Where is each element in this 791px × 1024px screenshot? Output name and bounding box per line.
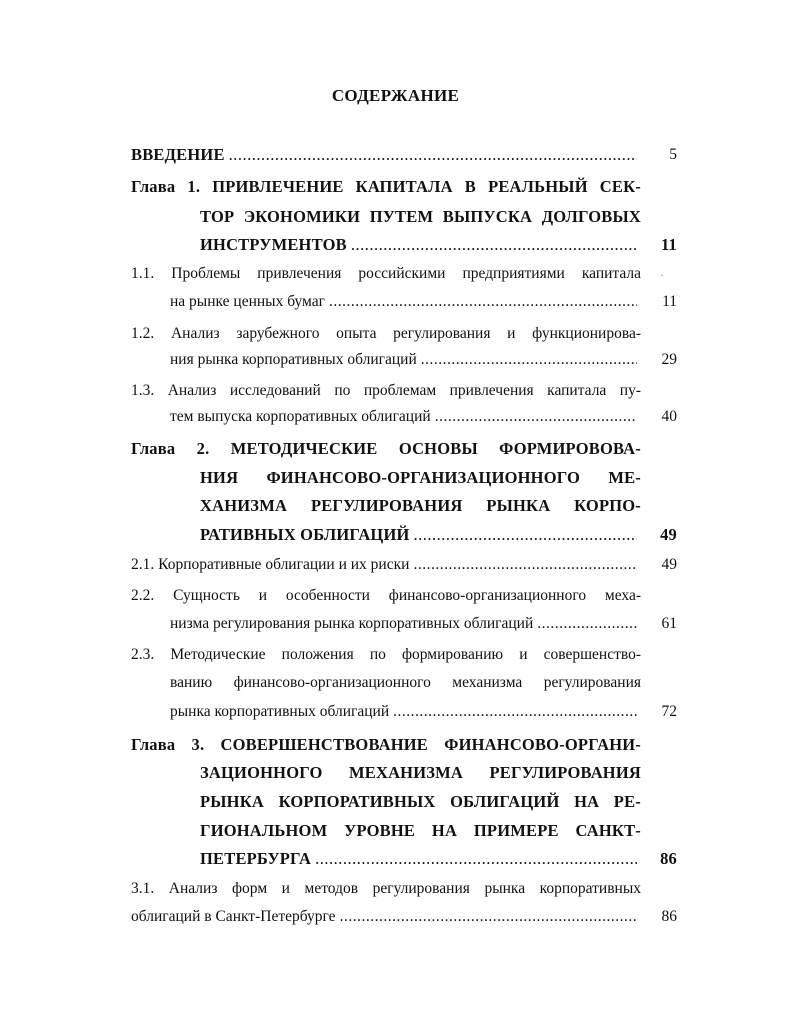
entry-line: РЫНКА КОРПОРАТИВНЫХ ОБЛИГАЦИЙ НА РЕ- [200, 792, 641, 811]
entry-line: ванию финансово-организационного механизма регулирования [170, 674, 641, 691]
dot-leader [229, 143, 637, 167]
entry-line: ния рынка корпоративных облигаций [170, 351, 417, 368]
entry-line: 2.2. Сущность и особенности финансово-организационного меха- [131, 587, 641, 604]
entry-line: Глава 3. СОВЕРШЕНСТВОВАНИЕ ФИНАНСОВО-ОРГАНИ- [131, 735, 641, 754]
entry-line: рынка корпоративных облигаций [170, 703, 390, 720]
page-number: 5 [669, 146, 677, 163]
dot-leader [414, 523, 637, 547]
entry-line: 3.1. Анализ форм и методов регулирования рынка корпоративных [131, 880, 641, 897]
entry-line: ГИОНАЛЬНОМ УРОВНЕ НА ПРИМЕРЕ САНКТ- [200, 821, 641, 840]
entry-line: 1.3. Анализ исследований по проблемам привлечения капитала пу- [131, 382, 641, 399]
entry-line: ТОР ЭКОНОМИКИ ПУТЕМ ВЫПУСКА ДОЛГОВЫХ [200, 207, 641, 226]
dot-leader [315, 847, 637, 871]
entry-line: 2.3. Методические положения по формированию и совершенство- [131, 646, 641, 663]
dot-leader [435, 405, 637, 429]
entry-line: ЗАЦИОННОГО МЕХАНИЗМА РЕГУЛИРОВАНИЯ [200, 763, 641, 782]
entry-line: Глава 1. ПРИВЛЕЧЕНИЕ КАПИТАЛА В РЕАЛЬНЫЙ СЕК- [131, 177, 641, 196]
entry-line: 1.2. Анализ зарубежного опыта регулирования и функционирова- [131, 325, 641, 342]
entry-line: ИНСТРУМЕНТОВ [200, 235, 347, 254]
page-number: 49 [660, 525, 677, 544]
scan-speck: · [660, 268, 664, 282]
entry-line: Глава 2. МЕТОДИЧЕСКИЕ ОСНОВЫ ФОРМИРОВОВА- [131, 439, 641, 458]
dot-leader [393, 700, 637, 724]
page-number: 61 [661, 615, 677, 632]
entry-line: тем выпуска корпоративных облигаций [170, 408, 431, 425]
page-number: 29 [661, 351, 677, 368]
page-number: 11 [662, 293, 677, 310]
page-title: СОДЕРЖАНИЕ [331, 86, 460, 105]
page-number: 49 [661, 556, 677, 573]
entry-label: ВВЕДЕНИЕ [131, 145, 225, 164]
entry-line: низма регулирования рынка корпоративных облигаций [170, 615, 534, 632]
dot-leader [340, 905, 637, 929]
entry-line: 1.1. Проблемы привлечения российскими предприятиями капитала [131, 265, 641, 282]
entry-line: 2.1. Корпоративные облигации и их риски [131, 556, 410, 573]
dot-leader [329, 290, 637, 314]
entry-line: ПЕТЕРБУРГА [200, 849, 312, 868]
entry-line: на рынке ценных бумаг [170, 293, 325, 310]
dot-leader [351, 233, 637, 257]
page-number: 86 [660, 849, 677, 868]
dot-leader [413, 553, 637, 577]
page-number: 11 [661, 235, 677, 254]
page-number: 72 [661, 703, 677, 720]
dot-leader [421, 348, 637, 372]
page-number: 86 [661, 908, 677, 925]
entry-line: облигаций в Санкт-Петербурге [131, 908, 336, 925]
entry-line: ХАНИЗМА РЕГУЛИРОВАНИЯ РЫНКА КОРПО- [200, 496, 641, 515]
page-number: 40 [661, 408, 677, 425]
dot-leader [537, 612, 637, 636]
entry-line: НИЯ ФИНАНСОВО-ОРГАНИЗАЦИОННОГО МЕ- [200, 468, 641, 487]
entry-line: РАТИВНЫХ ОБЛИГАЦИЙ [200, 525, 410, 544]
